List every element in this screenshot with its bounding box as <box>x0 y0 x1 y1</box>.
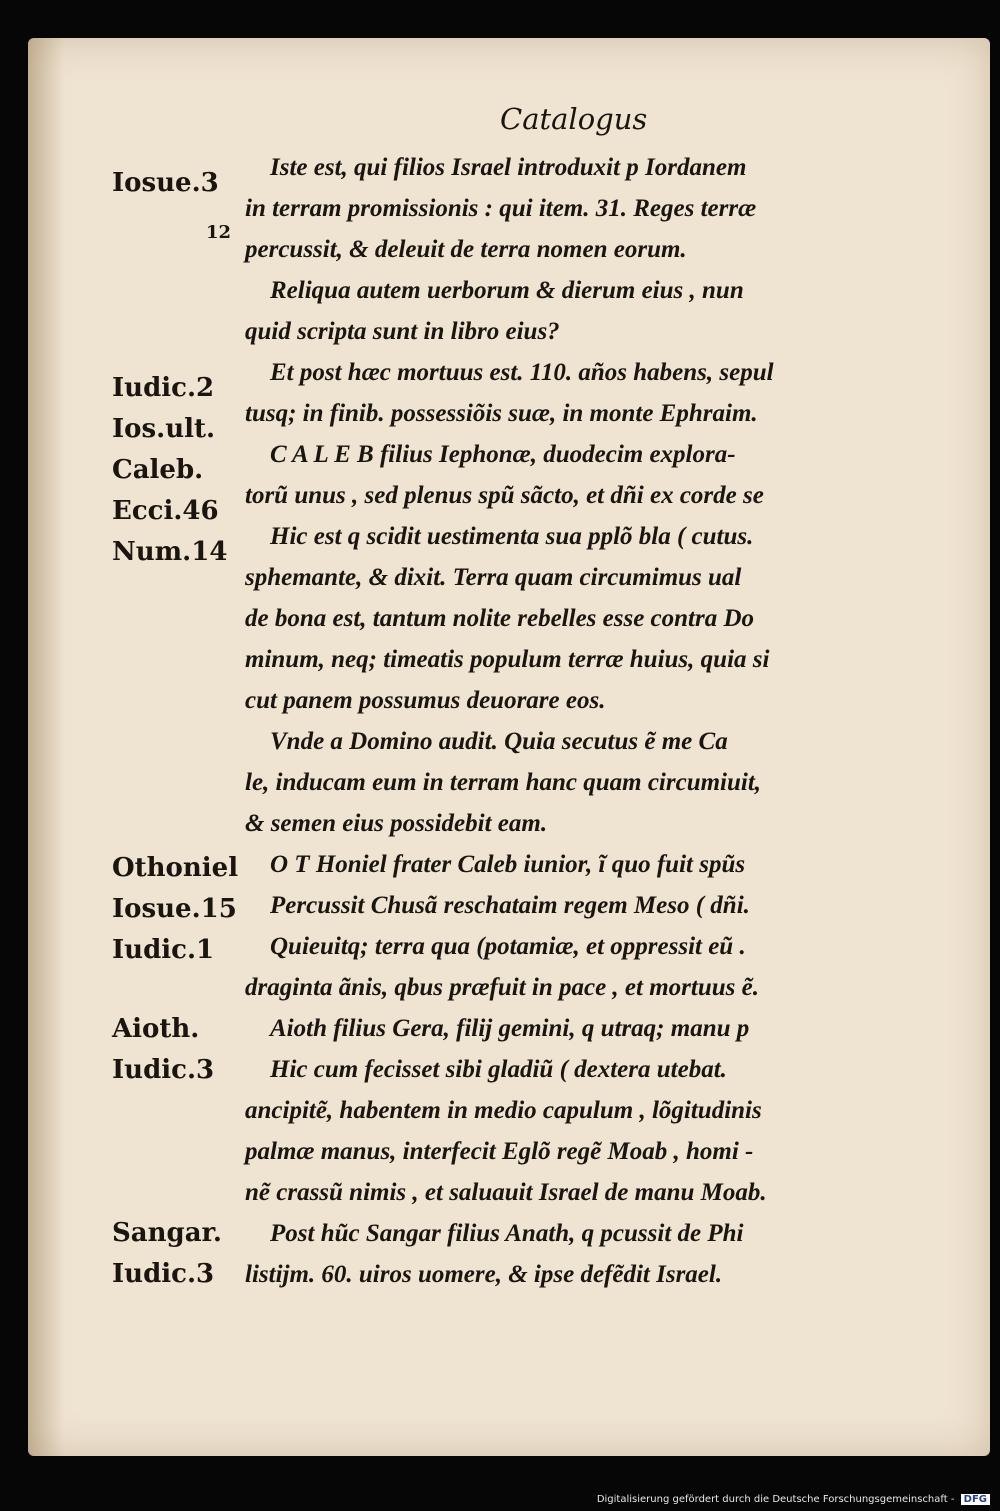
margin-note: Iudic.2 <box>112 373 215 403</box>
dfg-logo[interactable]: DFG <box>961 1494 990 1505</box>
text-line: Aioth filius Gera, filij gemini, q utraq; manu p <box>270 1015 750 1042</box>
margin-number: 12 <box>206 222 232 243</box>
text-line: minum, neq; timeatis populum terræ huius, quia si <box>245 646 770 673</box>
text-line: Percussit Chusã reschataim regem Meso ( dñi. <box>270 892 750 919</box>
text-line: quid scripta sunt in libro eius? <box>245 318 560 345</box>
running-title: Catalogus <box>500 102 648 136</box>
margin-note: Sangar. <box>112 1218 222 1248</box>
margin-note: Aioth. <box>112 1014 200 1044</box>
margin-note: Ecci.46 <box>112 496 219 526</box>
text-line: in terram promissionis : qui item. 31. Reges terræ <box>245 195 757 222</box>
text-line: O T Honiel frater Caleb iunior, ĩ quo fuit spũs <box>270 851 746 878</box>
text-line: le, inducam eum in terram hanc quam circumiuit, <box>245 769 762 796</box>
margin-note: Iudic.3 <box>112 1259 215 1289</box>
text-line: sphemante, & dixit. Terra quam circumimus ual <box>245 564 742 591</box>
text-line: torũ unus , sed plenus spũ sãcto, et dñi ex corde se <box>245 482 764 509</box>
text-line: Vnde a Domino audit. Quia secutus ẽ me Ca <box>270 728 728 755</box>
text-line: cut panem possumus deuorare eos. <box>245 687 606 714</box>
text-line: draginta ãnis, qbus præfuit in pace , et mortuus ẽ. <box>245 974 759 1001</box>
digitization-credit <box>597 1494 990 1505</box>
margin-note: Iudic.3 <box>112 1055 215 1085</box>
text-line: de bona est, tantum nolite rebelles esse contra Do <box>245 605 755 632</box>
margin-note: Ios.ult. <box>112 414 216 444</box>
text-line: nẽ crassũ nimis , et saluauit Israel de manu Moab. <box>245 1179 767 1206</box>
text-line: tusq; in finib. possessiõis suæ, in monte Ephraim. <box>245 400 758 427</box>
margin-note: Iosue.3 <box>112 168 219 198</box>
text-line: listijm. 60. uiros uomere, & ipse defẽdit Israel. <box>245 1261 723 1288</box>
text-line: Iste est, qui filios Israel introduxit p Iordanem <box>270 154 747 181</box>
text-line: Post hũc Sangar filius Anath, q pcussit de Phi <box>270 1220 744 1247</box>
margin-note: Othoniel <box>112 853 239 883</box>
text-line: Quieuitq; terra qua (potamiæ, et oppressit eũ . <box>270 933 746 960</box>
text-line: Reliqua autem uerborum & dierum eius , nun <box>270 277 744 304</box>
text-line: Et post hæc mortuus est. 110. años habens, sepul <box>270 359 774 386</box>
text-line: C A L E B filius Iephonæ, duodecim explora- <box>270 441 736 468</box>
margin-note: Num.14 <box>112 537 228 567</box>
credit-text: Digitalisierung gefördert durch die Deutsche Forschungsgemeinschaft - <box>596 1494 955 1505</box>
text-line: palmæ manus, interfecit Eglõ regẽ Moab , homi - <box>245 1138 754 1165</box>
margin-note: Iudic.1 <box>112 935 215 965</box>
text-line: Hic cum fecisset sibi gladiũ ( dextera utebat. <box>270 1056 727 1083</box>
text-line: Hic est q scidit uestimenta sua pplõ bla ( cutus. <box>270 523 754 550</box>
text-line: percussit, & deleuit de terra nomen eorum. <box>245 236 687 263</box>
margin-note: Caleb. <box>112 455 204 485</box>
text-line: & semen eius possidebit eam. <box>245 810 548 837</box>
text-line: ancipitẽ, habentem in medio capulum , lõgitudinis <box>245 1097 762 1124</box>
margin-note: Iosue.15 <box>112 894 237 924</box>
